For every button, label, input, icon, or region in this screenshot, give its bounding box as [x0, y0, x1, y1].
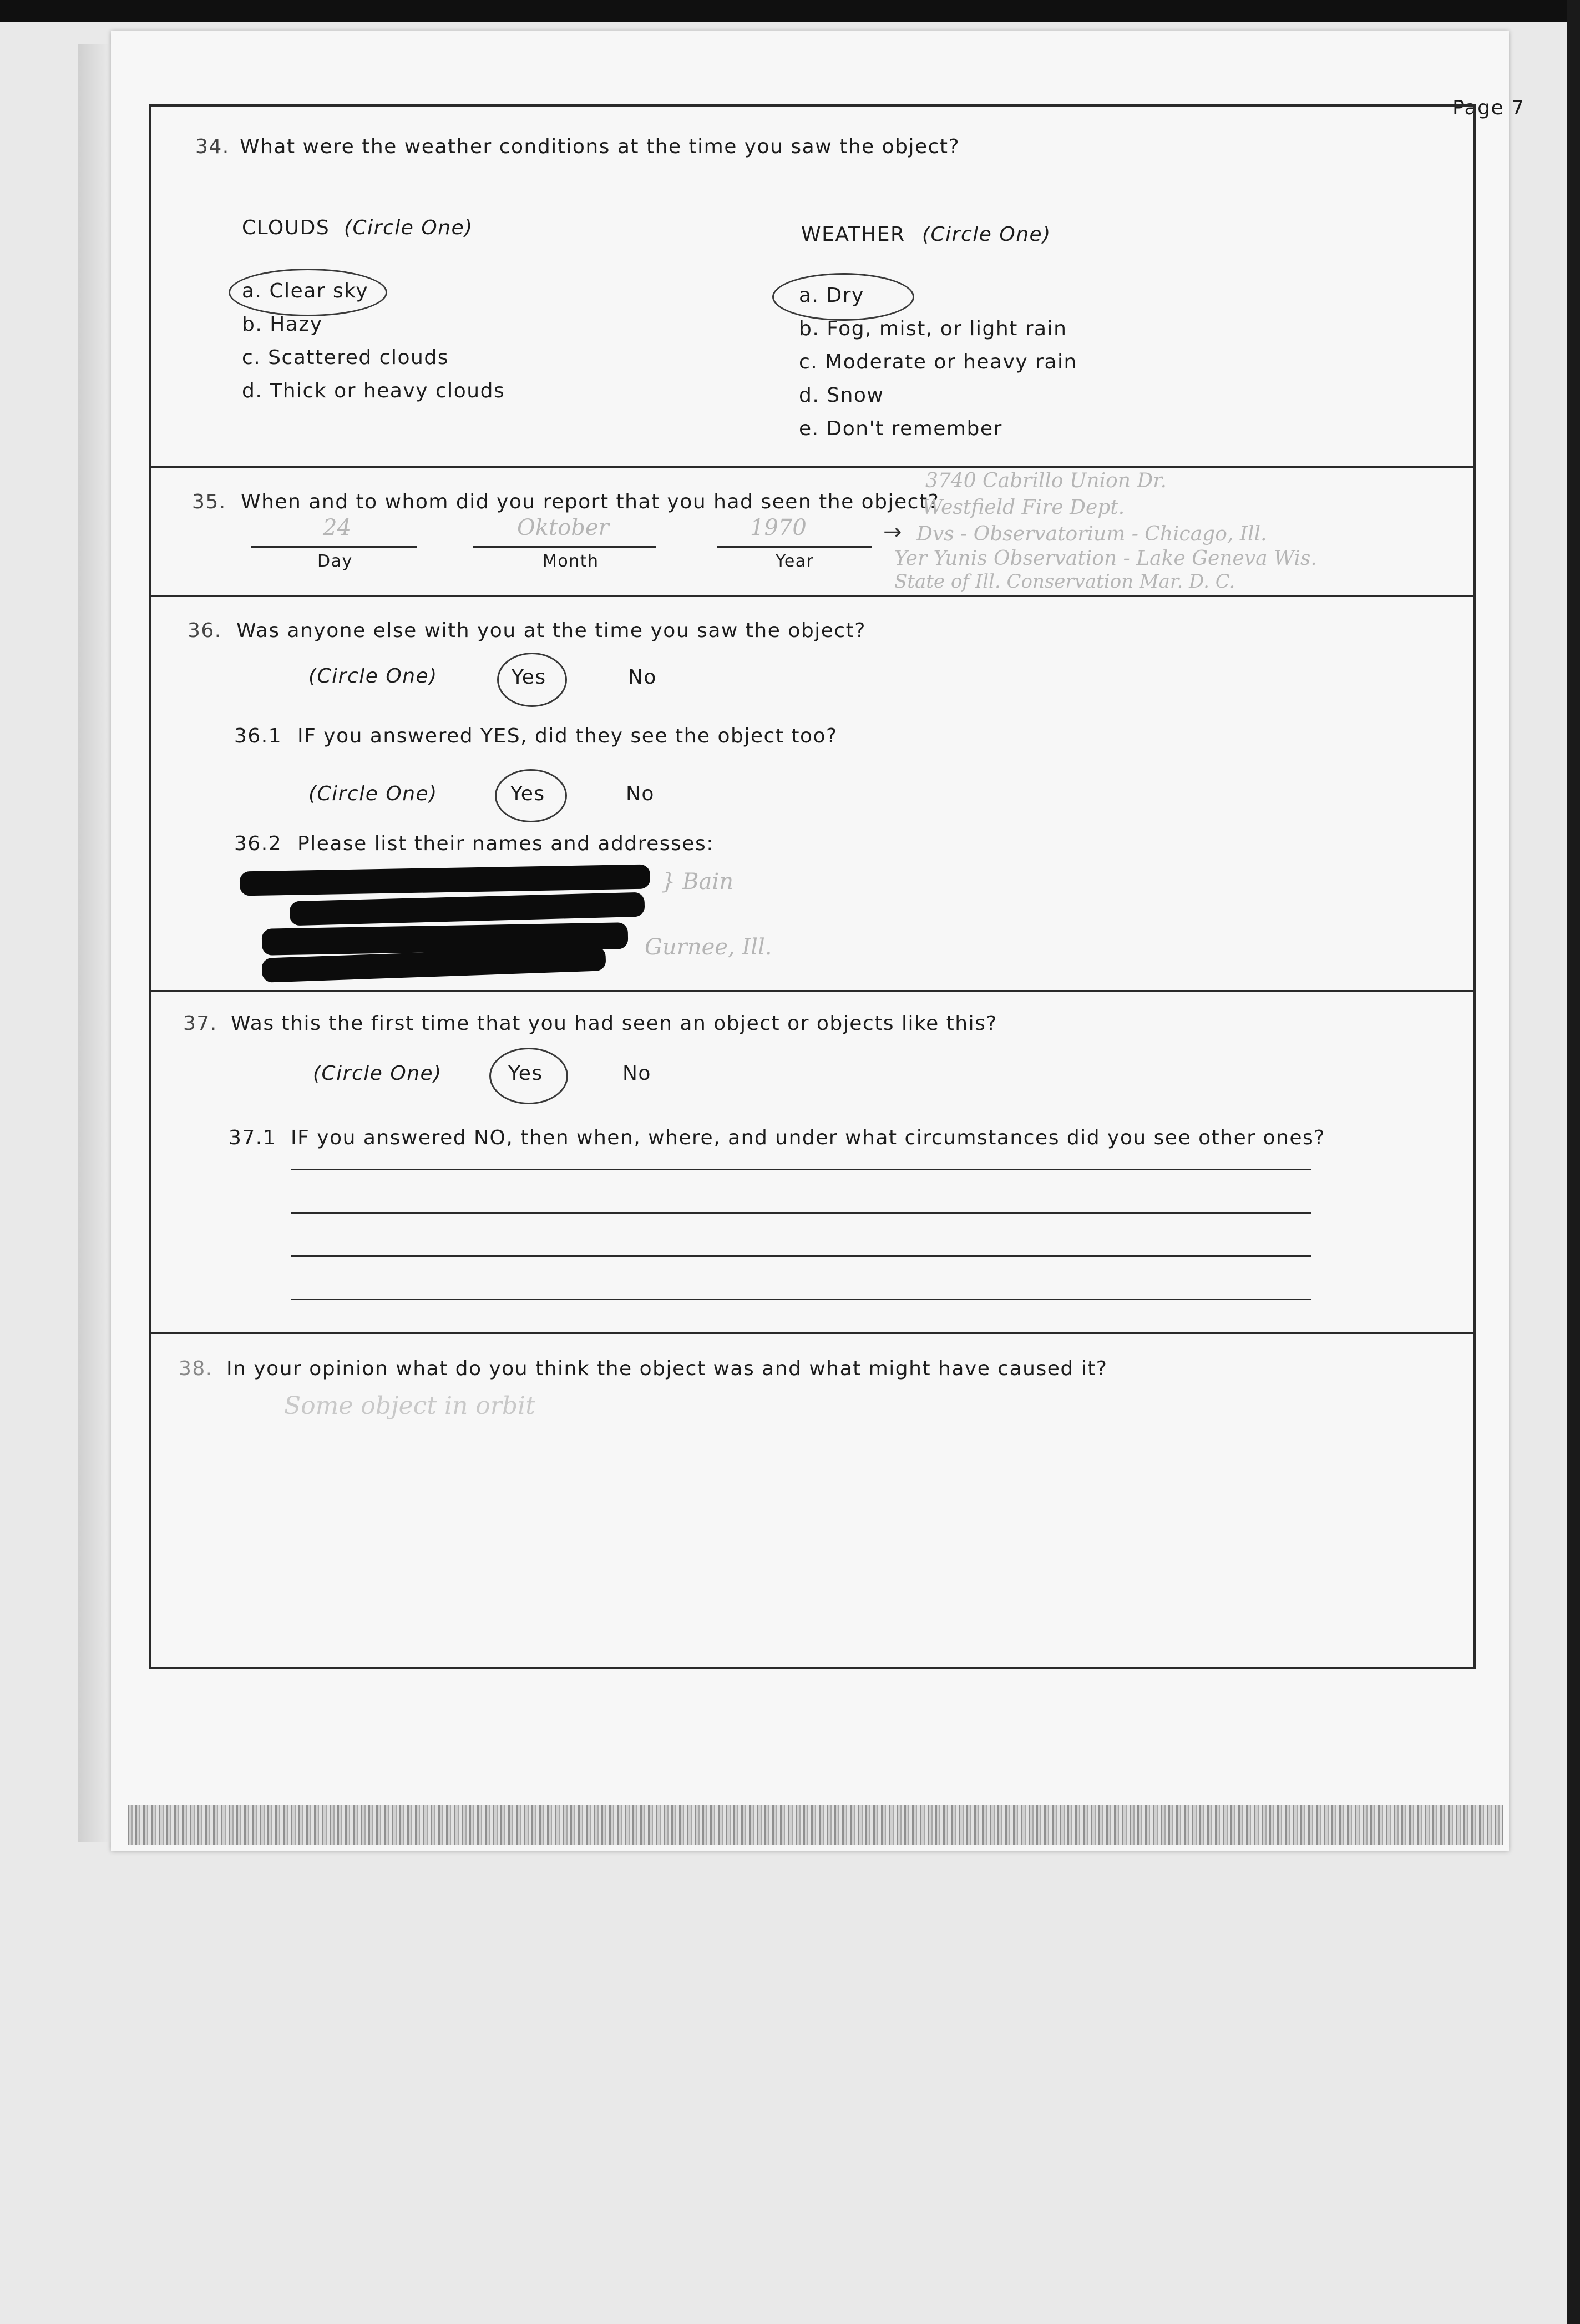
clouds-option-a: a. Clear sky — [242, 280, 369, 302]
section-q36 — [151, 597, 1473, 992]
q35-note-1: 3740 Cabrillo Union Dr. — [925, 469, 1167, 492]
weather-header: WEATHER — [801, 223, 905, 246]
q36-1-yes-circle — [495, 769, 567, 822]
q37-question: Was this the first time that you had seen an object or objects like this? — [231, 1012, 997, 1035]
year-label: Year — [776, 552, 814, 571]
q36-1-yes: Yes — [510, 782, 545, 805]
q35-note-4: Yer Yunis Observation - Lake Geneva Wis. — [894, 547, 1317, 570]
q34-question: What were the weather conditions at the time you saw the object? — [240, 135, 960, 158]
q35-month-value: Oktober — [517, 515, 609, 540]
q37-1-answer-line-3 — [291, 1255, 1311, 1257]
clouds-option-c: c. Scattered clouds — [242, 346, 449, 369]
q35-note-5: State of Ill. Conservation Mar. D. C. — [894, 570, 1235, 593]
q35-number: 35. — [192, 491, 226, 513]
weather-option-b: b. Fog, mist, or light rain — [799, 317, 1067, 340]
weather-answer-circle — [772, 273, 914, 321]
section-q34 — [151, 107, 1473, 468]
q36-question: Was anyone else with you at the time you saw the object? — [236, 619, 866, 642]
q37-1-answer-line-2 — [291, 1212, 1311, 1214]
page-number: Page 7 — [1452, 97, 1525, 119]
clouds-header: CLOUDS — [242, 216, 330, 239]
q36-yes: Yes — [512, 666, 546, 689]
q34-number: 34. — [195, 135, 230, 158]
month-label: Month — [543, 552, 599, 571]
q38-question: In your opinion what do you think the object was and what might have caused it? — [226, 1357, 1108, 1380]
day-label: Day — [317, 552, 353, 571]
questionnaire-form — [149, 104, 1476, 1669]
q36-1-question: IF you answered YES, did they see the object too? — [297, 725, 838, 747]
q37-yes-circle — [489, 1048, 568, 1104]
section-q38 — [151, 1334, 1473, 1667]
q35-year-value: 1970 — [750, 515, 807, 540]
q36-circle-hint: (Circle One) — [308, 665, 438, 688]
weather-option-d: d. Snow — [799, 384, 884, 407]
q37-circle-hint: (Circle One) — [313, 1062, 442, 1085]
q36-yes-circle — [497, 653, 567, 707]
q35-note-2: Westfield Fire Dept. — [922, 496, 1125, 519]
q38-number: 38. — [179, 1357, 213, 1380]
q37-1-answer-line-1 — [291, 1169, 1311, 1170]
q36-1-number: 36.1 — [234, 725, 282, 747]
scan-border-top — [0, 0, 1580, 22]
weather-hint: (Circle One) — [922, 223, 1051, 246]
q36-2-question: Please list their names and addresses: — [297, 832, 714, 855]
q36-number: 36. — [188, 619, 222, 642]
weather-option-a: a. Dry — [799, 284, 864, 307]
section-q35 — [151, 468, 1473, 597]
day-line — [251, 546, 417, 548]
section-q37 — [151, 992, 1473, 1334]
redaction-bar-2 — [290, 892, 645, 926]
month-line — [473, 546, 656, 548]
clouds-option-b: b. Hazy — [242, 313, 323, 336]
year-line — [717, 546, 872, 548]
q37-number: 37. — [183, 1012, 217, 1035]
q37-no: No — [622, 1062, 651, 1085]
q36-no: No — [628, 666, 657, 689]
q35-day-value: 24 — [323, 515, 351, 540]
q36-1-no: No — [626, 782, 655, 805]
q37-1-answer-line-4 — [291, 1299, 1311, 1300]
weather-option-c: c. Moderate or heavy rain — [799, 351, 1077, 373]
q35-note-3: Dvs - Observatorium - Chicago, Ill. — [916, 523, 1267, 545]
q36-2-handwritten-2: Gurnee, Ill. — [645, 934, 772, 960]
q38-answer: Some object in orbit — [284, 1392, 535, 1420]
q35-arrow: → — [883, 519, 903, 545]
clouds-option-d: d. Thick or heavy clouds — [242, 380, 505, 402]
clouds-answer-circle — [229, 269, 387, 316]
q37-1-question: IF you answered NO, then when, where, and under what circumstances did you see other ones? — [291, 1126, 1325, 1149]
q35-question: When and to whom did you report that you had seen the object? — [241, 491, 940, 513]
scan-noise-band — [128, 1805, 1503, 1845]
redaction-bar-1 — [240, 865, 651, 896]
q36-2-handwritten-1: } Bain — [661, 869, 733, 895]
q36-2-number: 36.2 — [234, 832, 282, 855]
q37-1-number: 37.1 — [229, 1126, 277, 1149]
q36-1-circle-hint: (Circle One) — [308, 782, 438, 805]
clouds-hint: (Circle One) — [344, 216, 473, 239]
scan-border-right — [1567, 0, 1580, 2324]
q37-yes: Yes — [508, 1062, 543, 1085]
weather-option-e: e. Don't remember — [799, 417, 1002, 440]
